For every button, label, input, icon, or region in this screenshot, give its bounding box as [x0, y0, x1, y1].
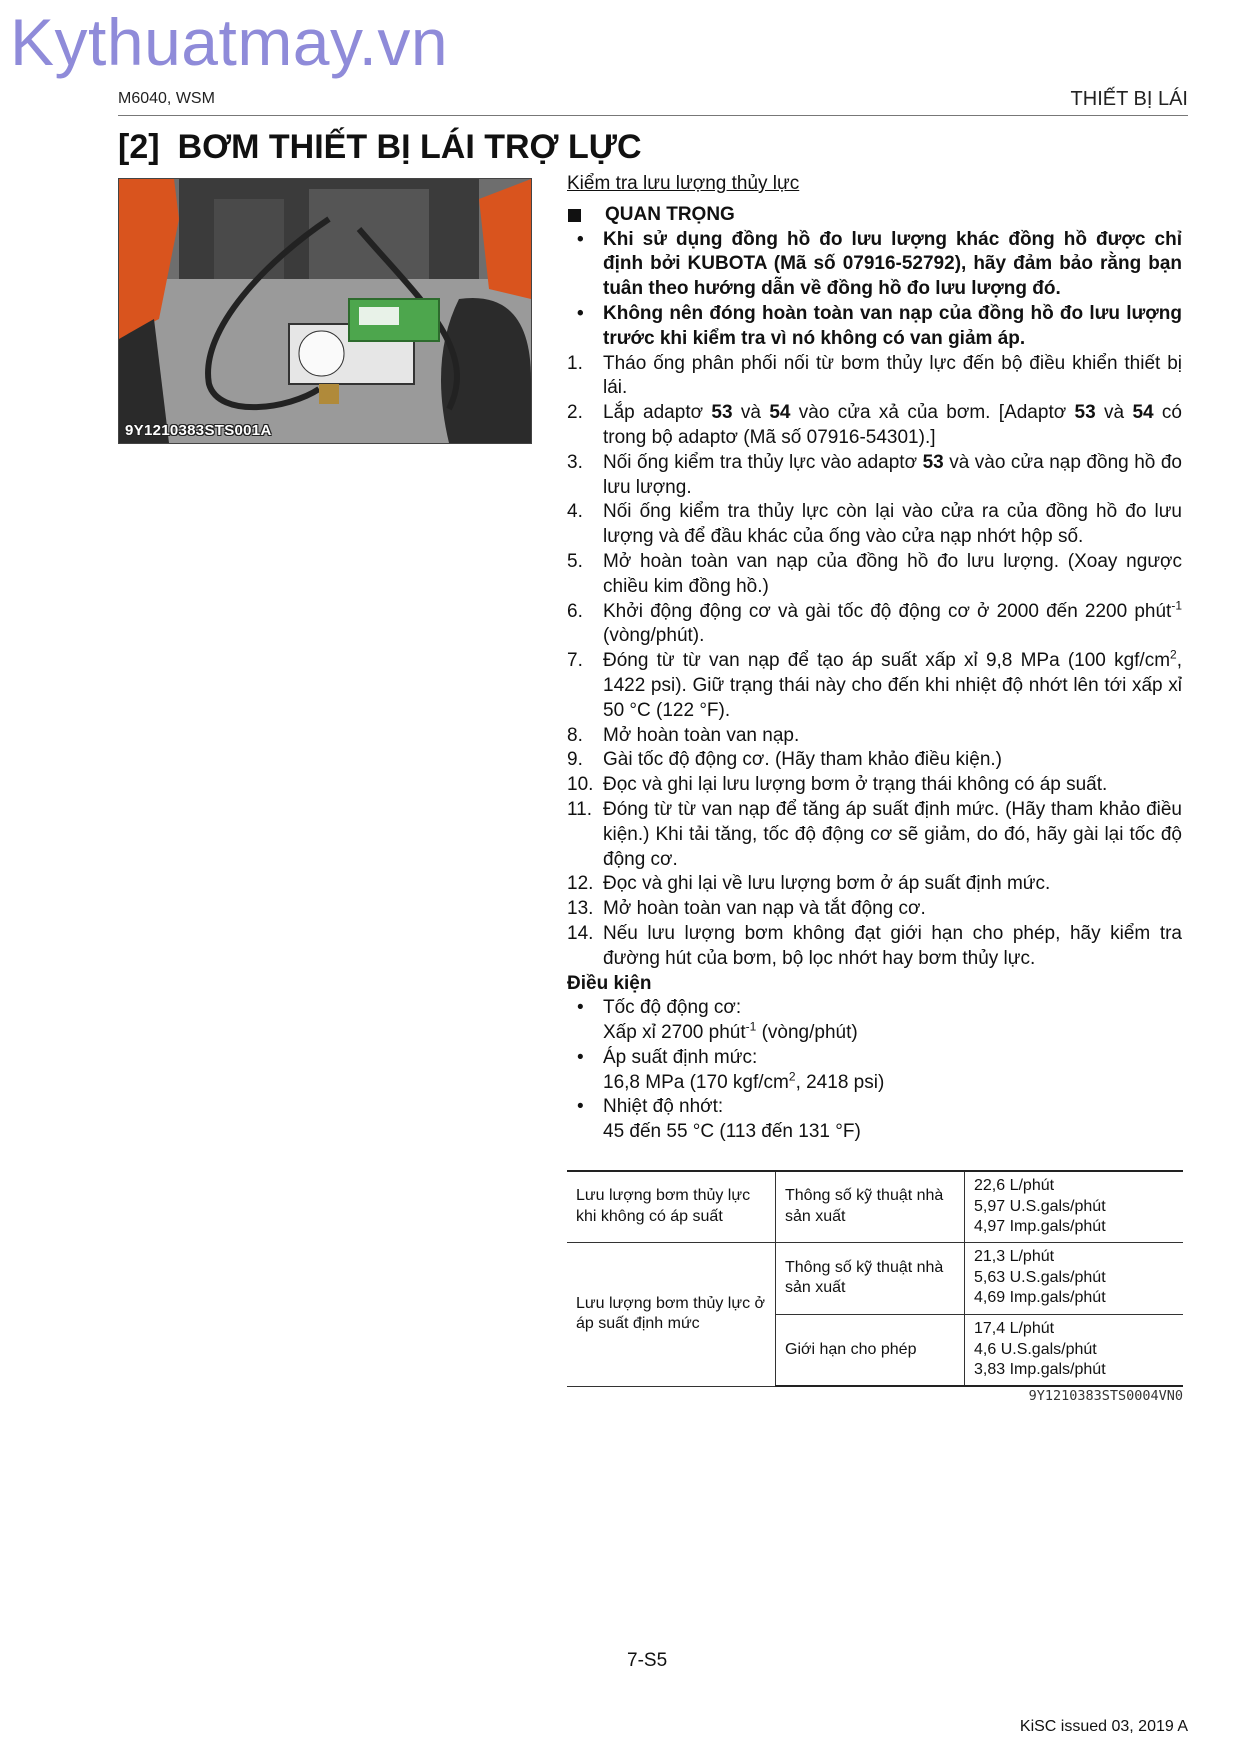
step-number: 11.: [567, 798, 593, 820]
condition-text: Tốc độ động cơ: Xấp xỉ 2700 phút$^{-1}$ (vòng/phút): [603, 997, 858, 1044]
step-item: [567, 649, 1182, 723]
step-item: [567, 550, 1182, 600]
step-item: [567, 600, 1182, 650]
header-model: M6040, WSM: [118, 90, 215, 107]
table-row: [567, 1171, 1183, 1242]
step-number: 8.: [567, 724, 583, 746]
step-number: 12.: [567, 873, 594, 895]
table-cell-values: 21,3 L/phút 5,63 U.S.gals/phút 4,69 Imp.gals/phút: [965, 1242, 1184, 1314]
step-item: [567, 897, 1182, 922]
square-bullet-icon: [568, 209, 581, 222]
step-text: Nếu lưu lượng bơm không đạt giới hạn cho phép, hãy kiểm tra đường hút của bơm, bộ lọc nhớt hay bơm thủy lực.: [603, 922, 1182, 969]
spec-table: [567, 1170, 1183, 1387]
table-cell-item: Lưu lượng bơm thủy lực khi không có áp suất: [567, 1171, 776, 1242]
step-number: 5.: [567, 550, 583, 572]
watermark: Kythuatmay.vn: [10, 5, 449, 79]
table-cell-kind: Thông số kỹ thuật nhà sản xuất: [776, 1171, 965, 1242]
bullet-icon: •: [577, 1046, 584, 1068]
step-text: Mở hoàn toàn van nạp.: [603, 724, 800, 746]
header-divider: [118, 115, 1188, 116]
step-item: [567, 451, 1182, 501]
step-number: 9.: [567, 749, 583, 771]
important-label: QUAN TRỌNG: [605, 203, 735, 225]
step-text: Nối ống kiểm tra thủy lực vào adaptơ 53 và vào cửa nạp đồng hồ đo lưu lượng.: [603, 451, 1182, 498]
figure-photo: [118, 178, 532, 444]
step-text: Đóng từ từ van nạp để tạo áp suất xấp xỉ 9,8 MPa (100 kgf/$cm^2$, 1422 psi). Giữ trạng thái này cho đến khi nhiệt độ nhớt lên tới xấp xỉ 50 °C (122 °F).: [603, 647, 1182, 721]
step-item: [567, 872, 1182, 897]
page-number: 7-S5: [627, 1650, 668, 1671]
step-text: Đóng từ từ van nạp để tăng áp suất định mức. (Hãy tham khảo điều kiện.) Khi tải tăng, tốc độ động cơ sẽ giảm, do đó, hãy gài lại tốc độ động cơ.: [603, 798, 1182, 870]
step-text: Gài tốc độ động cơ. (Hãy tham khảo điều kiện.): [603, 749, 1002, 771]
important-bullet: [567, 228, 1182, 302]
step-text: Tháo ống phân phối nối từ bơm thủy lực đến bộ điều khiển thiết bị lái.: [603, 352, 1182, 399]
document-code: 9Y1210383STS0004VN0: [1028, 1388, 1183, 1404]
step-item: [567, 798, 1182, 872]
condition-item: [567, 996, 1182, 1046]
section-title: [118, 128, 642, 167]
procedure-column: [567, 172, 1182, 1145]
step-text: Đọc và ghi lại lưu lượng bơm ở trạng thái không có áp suất.: [603, 774, 1108, 796]
step-text: Mở hoàn toàn van nạp của đồng hồ đo lưu lượng. (Xoay ngược chiều kim đồng hồ.): [603, 550, 1182, 597]
condition-text: Áp suất định mức: 16,8 MPa (170 kgf/$cm^2$, 2418 psi): [603, 1046, 885, 1093]
conditions-heading: Điều kiện: [567, 972, 652, 994]
step-number: 4.: [567, 501, 583, 523]
table-cell-kind: Thông số kỹ thuật nhà sản xuất: [776, 1242, 965, 1314]
footer-issue: KiSC issued 03, 2019 A: [1019, 1718, 1188, 1735]
step-number: 13.: [567, 898, 594, 920]
step-item: [567, 773, 1182, 798]
important-bullet-text: Không nên đóng hoàn toàn van nạp của đồng hồ đo lưu lượng trước khi kiểm tra vì nó không có van giảm áp.: [603, 302, 1182, 349]
step-item: [567, 724, 1182, 749]
step-number: 10.: [567, 774, 594, 796]
figure-label: 9Y1210383STS001A: [125, 422, 272, 439]
section-title-text: BƠM THIẾT BỊ LÁI TRỢ LỰC: [177, 128, 642, 166]
step-item: [567, 500, 1182, 550]
table-row: [567, 1242, 1183, 1314]
step-text: Khởi động động cơ và gài tốc độ động cơ ở 2000 đến 2200 phút$^{-1}$ (vòng/phút).: [603, 598, 1182, 647]
step-item: [567, 401, 1182, 451]
step-number: 2.: [567, 402, 583, 424]
bullet-icon: •: [577, 228, 584, 250]
header-chapter: THIẾT BỊ LÁI: [1070, 88, 1188, 110]
condition-item: [567, 1046, 1182, 1096]
step-item: [567, 922, 1182, 972]
condition-item: [567, 1095, 1182, 1145]
bullet-icon: •: [577, 302, 584, 324]
table-cell-values: 22,6 L/phút 5,97 U.S.gals/phút 4,97 Imp.gals/phút: [965, 1171, 1184, 1242]
table-cell-item: Lưu lượng bơm thủy lực ở áp suất định mức: [567, 1242, 776, 1386]
tractor-flowmeter-illustration: [119, 179, 531, 443]
step-item: [567, 748, 1182, 773]
table-cell-values: 17,4 L/phút 4,6 U.S.gals/phút 3,83 Imp.gals/phút: [965, 1314, 1184, 1386]
bullet-icon: •: [577, 1096, 584, 1118]
step-text: Lắp adaptơ 53 và 54 vào cửa xả của bơm. [Adaptơ 53 và 54 có trong bộ adaptơ (Mã số 07916-54301).]: [603, 402, 1182, 448]
important-heading: [567, 203, 1182, 228]
step-text: Đọc và ghi lại về lưu lượng bơm ở áp suất định mức.: [603, 873, 1051, 895]
step-text: Nối ống kiểm tra thủy lực còn lại vào cửa ra của đồng hồ đo lưu lượng và để đầu khác của ống vào cửa nạp nhớt hộp số.: [603, 501, 1182, 548]
step-number: 14.: [567, 922, 594, 944]
step-number: 6.: [567, 600, 583, 622]
section-number: [2]: [118, 128, 160, 166]
important-bullet: [567, 302, 1182, 352]
table-cell-kind: Giới hạn cho phép: [776, 1314, 965, 1386]
step-number: 1.: [567, 352, 583, 374]
important-bullet-text: Khi sử dụng đồng hồ đo lưu lượng khác đồng hồ được chỉ định bởi KUBOTA (Mã số 07916-52792), hãy đảm bảo rằng bạn tuân theo hướng dẫn về đồng hồ đo lưu lượng đó.: [603, 228, 1182, 300]
condition-text: Nhiệt độ nhớt: 45 đến 55 °C (113 đến 131 °F): [603, 1096, 861, 1143]
subheading: Kiểm tra lưu lượng thủy lực: [567, 173, 800, 194]
step-item: [567, 352, 1182, 402]
step-text: Mở hoàn toàn van nạp và tắt động cơ.: [603, 898, 926, 920]
bullet-icon: •: [577, 997, 584, 1019]
step-number: 3.: [567, 451, 583, 473]
step-number: 7.: [567, 650, 583, 672]
